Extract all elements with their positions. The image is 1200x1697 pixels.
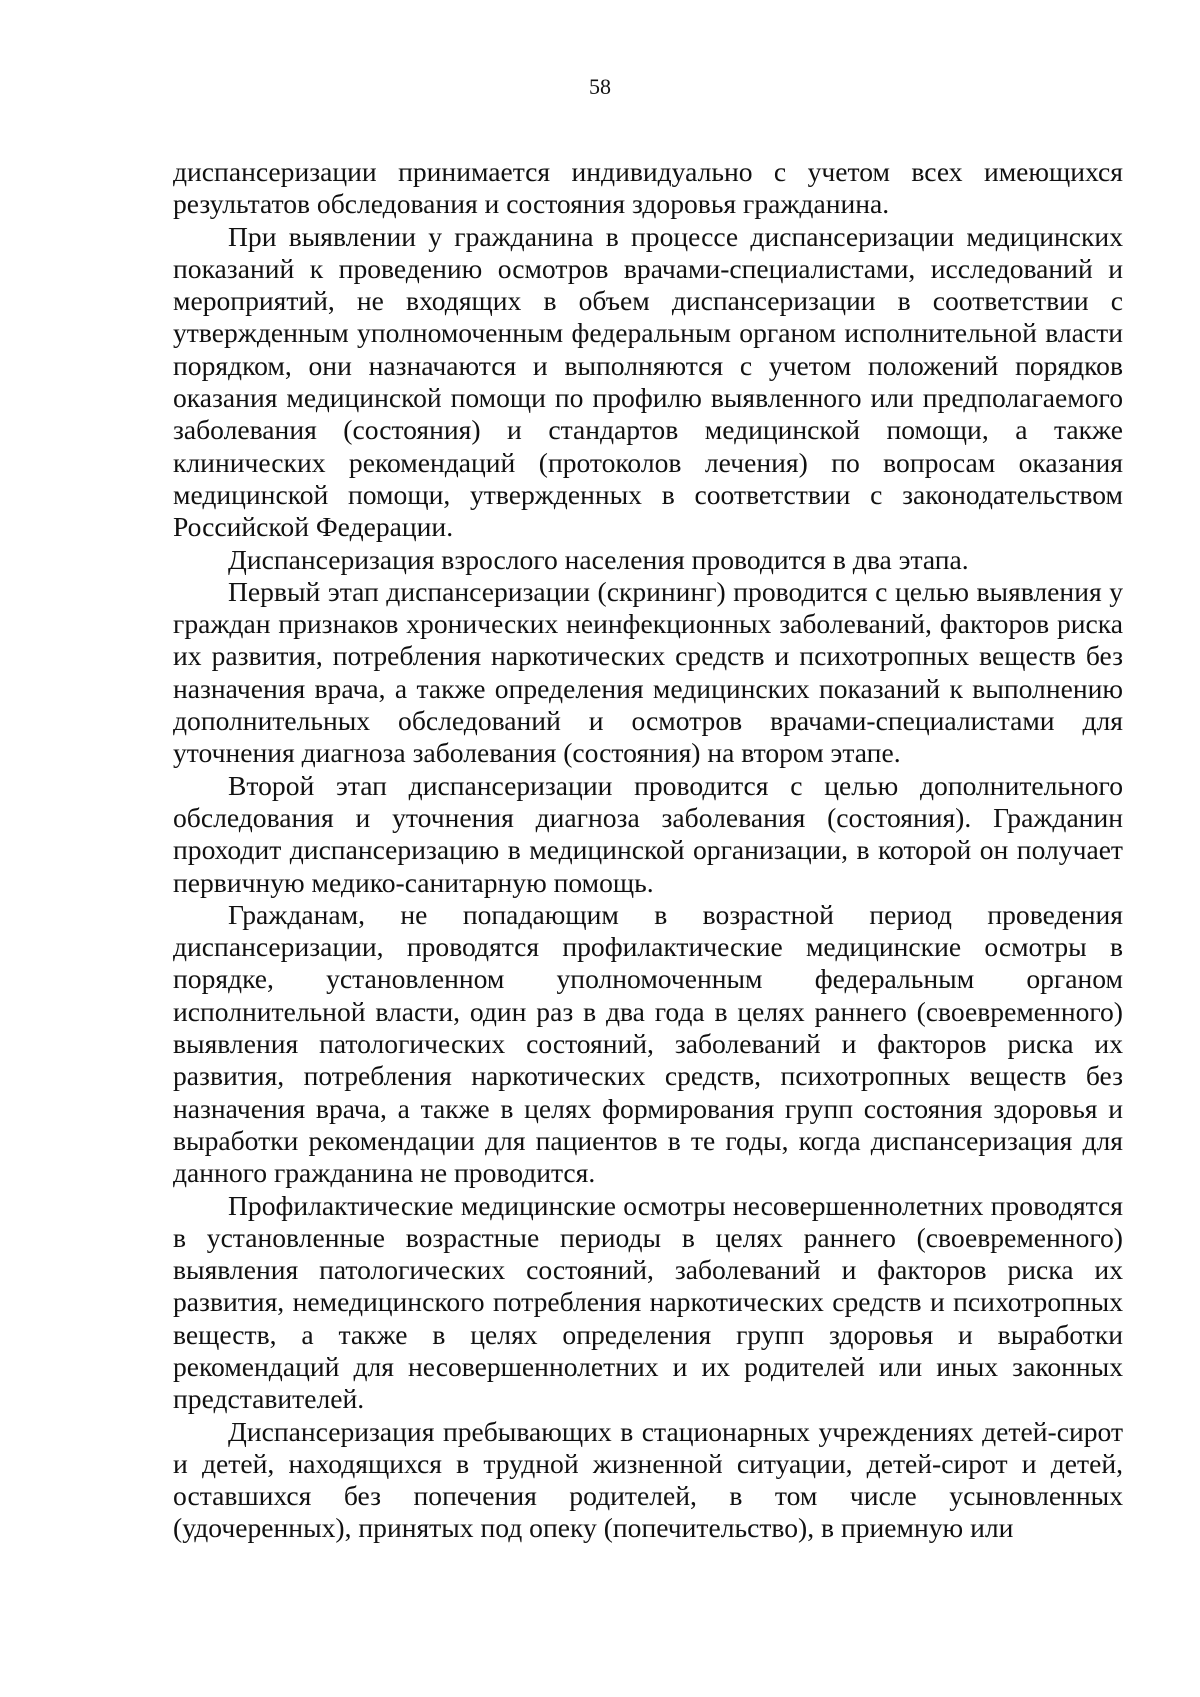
paragraph-preventive-exams: Гражданам, не попадающим в возрастной период проведения диспансеризации, проводятся профилактические медицинские осмотры в порядке, установленном уполномоченным федеральным органом исполнительной власти, один раз в два года в целях раннего (своевременного) выявления патологических состояний, заболеваний и факторов риска их развития, потребления наркотических средств, психотропных веществ без назначения врача, а также в целях формирования групп состояния здоровья и выработки рекомендации для пациентов в те годы, когда диспансеризация для данного гражданина не проводится. (173, 898, 1123, 1189)
paragraph-continuation: диспансеризации принимается индивидуально с учетом всех имеющихся результатов обследования и состояния здоровья гражданина. (173, 156, 1123, 220)
page-number: 58 (589, 74, 611, 99)
paragraph-detected-indications: При выявлении у гражданина в процессе диспансеризации медицинских показаний к проведению осмотров врачами-специалистами, исследований и мероприятий, не входящих в объем диспансеризации в соответствии с утвержденным уполномоченным федеральным органом исполнительной власти порядком, они назначаются и выполняются с учетом положений порядков оказания медицинской помощи по профилю выявленного или предполагаемого заболевания (состояния) и стандартов медицинской помощи, а также клинических рекомендаций (протоколов лечения) по вопросам оказания медицинской помощи, утвержденных в соответствии с законодательством Российской Федерации. (173, 220, 1123, 543)
paragraph-second-stage: Второй этап диспансеризации проводится с целью дополнительного обследования и уточнения диагноза заболевания (состояния). Гражданин проходит диспансеризацию в медицинской организации, в которой он получает первичную медико-санитарную помощь. (173, 769, 1123, 898)
paragraph-two-stages: Диспансеризация взрослого населения проводится в два этапа. (228, 543, 969, 575)
document-body (173, 156, 1123, 1545)
paragraph-first-stage: Первый этап диспансеризации (скрининг) проводится с целью выявления у граждан признаков хронических неинфекционных заболеваний, факторов риска их развития, потребления наркотических средств и психотропных веществ без назначения врача, а также определения медицинских показаний к выполнению дополнительных обследований и осмотров врачами-специалистами для уточнения диагноза заболевания (состояния) на втором этапе. (173, 575, 1123, 769)
paragraph-orphans: Диспансеризация пребывающих в стационарных учреждениях детей-сирот и детей, находящихся в трудной жизненной ситуации, детей-сирот и детей, оставшихся без попечения родителей, в том числе усыновленных (удочеренных), принятых под опеку (попечительство), в приемную или (173, 1415, 1123, 1544)
paragraph-minors-exams: Профилактические медицинские осмотры несовершеннолетних проводятся в установленные возрастные периоды в целях раннего (своевременного) выявления патологических состояний, заболеваний и факторов риска их развития, немедицинского потребления наркотических средств и психотропных веществ, а также в целях определения групп здоровья и выработки рекомендаций для несовершеннолетних и их родителей или иных законных представителей. (173, 1189, 1123, 1415)
